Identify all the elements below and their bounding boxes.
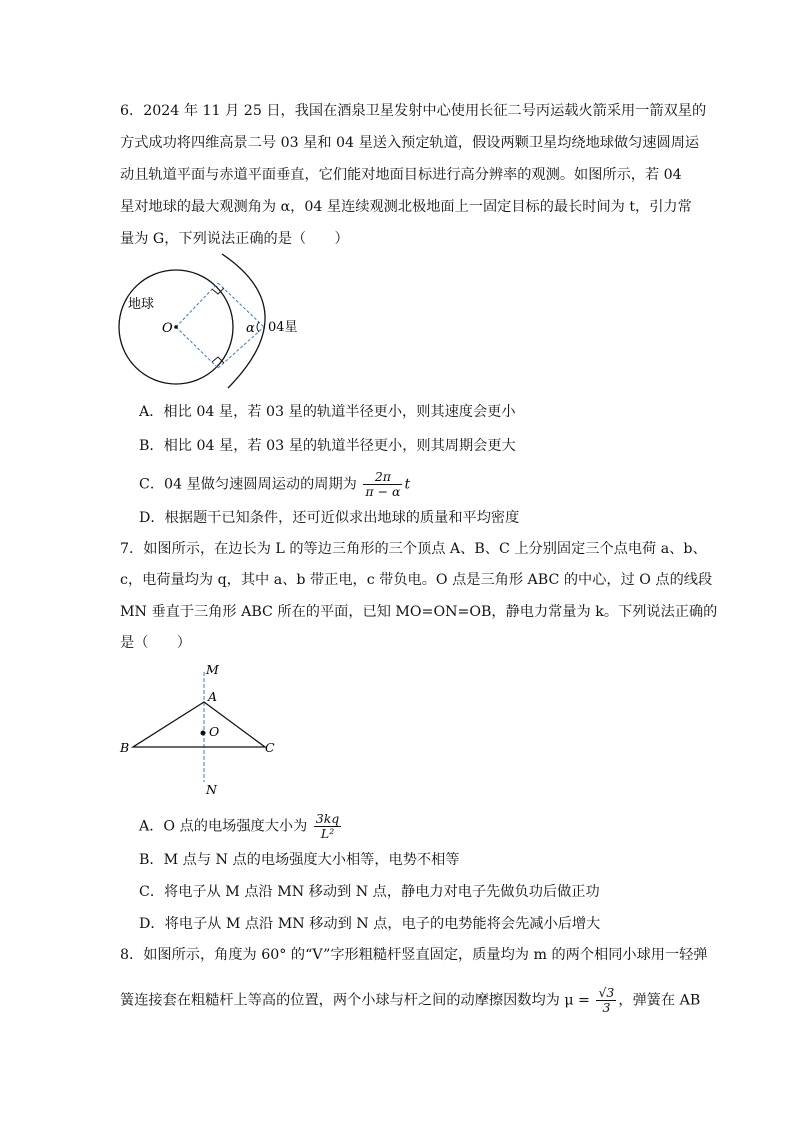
q7-line-4: 是（ ） [120,635,191,651]
q6-line-2: 方式成功将四维高景二号 03 星和 04 星送入预定轨道，假设两颗卫星均绕地球做匀速圆周运 [120,135,700,151]
q6-option-c-fraction [363,470,402,499]
q7-option-a [139,812,343,841]
q8-mu-fraction [596,986,616,1015]
q7-line-1: 7．如图所示，在边长为 L 的等边三角形的三个顶点 A、B、C 上分别固定三个点电荷 a、b、 [120,541,707,557]
q8-mu-numerator: √3 [598,985,615,1000]
label-b: B [120,740,130,755]
q7-line-2: c，电荷量均为 q，其中 a、b 带正电，c 带负电。O 点是三角形 ABC 的中心，过 O 点的线段 [120,572,713,588]
label-c: C [265,740,275,755]
earth-label: 地球 [128,297,155,312]
q6-line-3: 动且轨道平面与赤道平面垂直，它们能对地面目标进行高分辨率的观测。如图所示，若 04 [120,167,682,183]
angle-label: α [246,321,255,336]
q7-line-3: MN 垂直于三角形 ABC 所在的平面，已知 MO=ON=OB，静电力常量为 k。下列说法正确的 [120,604,718,620]
q6-option-b: B．相比 04 星，若 03 星的轨道半径更小，则其周期会更大 [139,438,516,454]
q7-option-b: B．M 点与 N 点的电场强度大小相等，电势不相等 [139,852,460,868]
q7-option-a-fraction [314,812,342,841]
q6-option-c-denominator: π − α [365,484,401,499]
q6-line-1: 6．2024 年 11 月 25 日，我国在酒泉卫星发射中心使用长征二号丙运载火箭采用一箭双星的 [120,103,707,119]
orbit-arc [222,254,265,388]
label-a: A [208,689,218,704]
q6-option-c [139,470,410,499]
triangle-abc [133,702,265,747]
q8-line-2 [120,986,700,1015]
q7-option-c: C．将电子从 M 点沿 MN 移动到 N 点，静电力对电子先做负功后做正功 [139,884,600,900]
q6-option-d: D．根据题干已知条件，还可近似求出地球的质量和平均密度 [139,510,520,526]
q8-line-1: 8．如图所示，角度为 60° 的“V”字形粗糙杆竖直固定，质量均为 m 的两个相同小球用一轻弹 [120,947,708,963]
q6-option-a: A．相比 04 星，若 03 星的轨道半径更小，则其速度会更小 [139,404,516,420]
label-m: M [206,662,219,677]
satellite-label: 04星 [268,320,298,335]
q6-line-4: 星对地球的最大观测角为 α，04 星连续观测北极地面上一固定目标的最长时间为 t，引力常 [120,199,692,215]
q6-option-c-numerator: 2π [363,470,402,485]
q7-option-a-denominator: L² [320,826,335,841]
q6-option-c-suffix: t [404,476,411,493]
q7-option-a-text: A．O 点的电场强度大小为 [139,818,308,835]
label-n: N [206,782,217,797]
center-label: O [162,321,173,336]
q7-option-a-numerator: 3kq [315,811,340,826]
q7-triangle-figure [115,660,285,800]
q6-option-c-text: C．04 星做匀速圆周运动的周期为 [139,476,357,493]
label-o: O [209,724,220,739]
q6-line-5: 量为 G，下列说法正确的是（ ） [120,231,349,247]
q8-line-2-suffix: ，弹簧在 AB [618,992,701,1009]
q8-line-2-text: 簧连接套在粗糙杆上等高的位置，两个小球与杆之间的动摩擦因数均为 μ = [120,992,590,1009]
q8-mu-denominator: 3 [602,1000,611,1015]
q7-option-d: D．将电子从 M 点沿 MN 移动到 N 点，电子的电势能将会先减小后增大 [139,916,601,932]
q6-earth-satellite-figure [110,250,330,390]
